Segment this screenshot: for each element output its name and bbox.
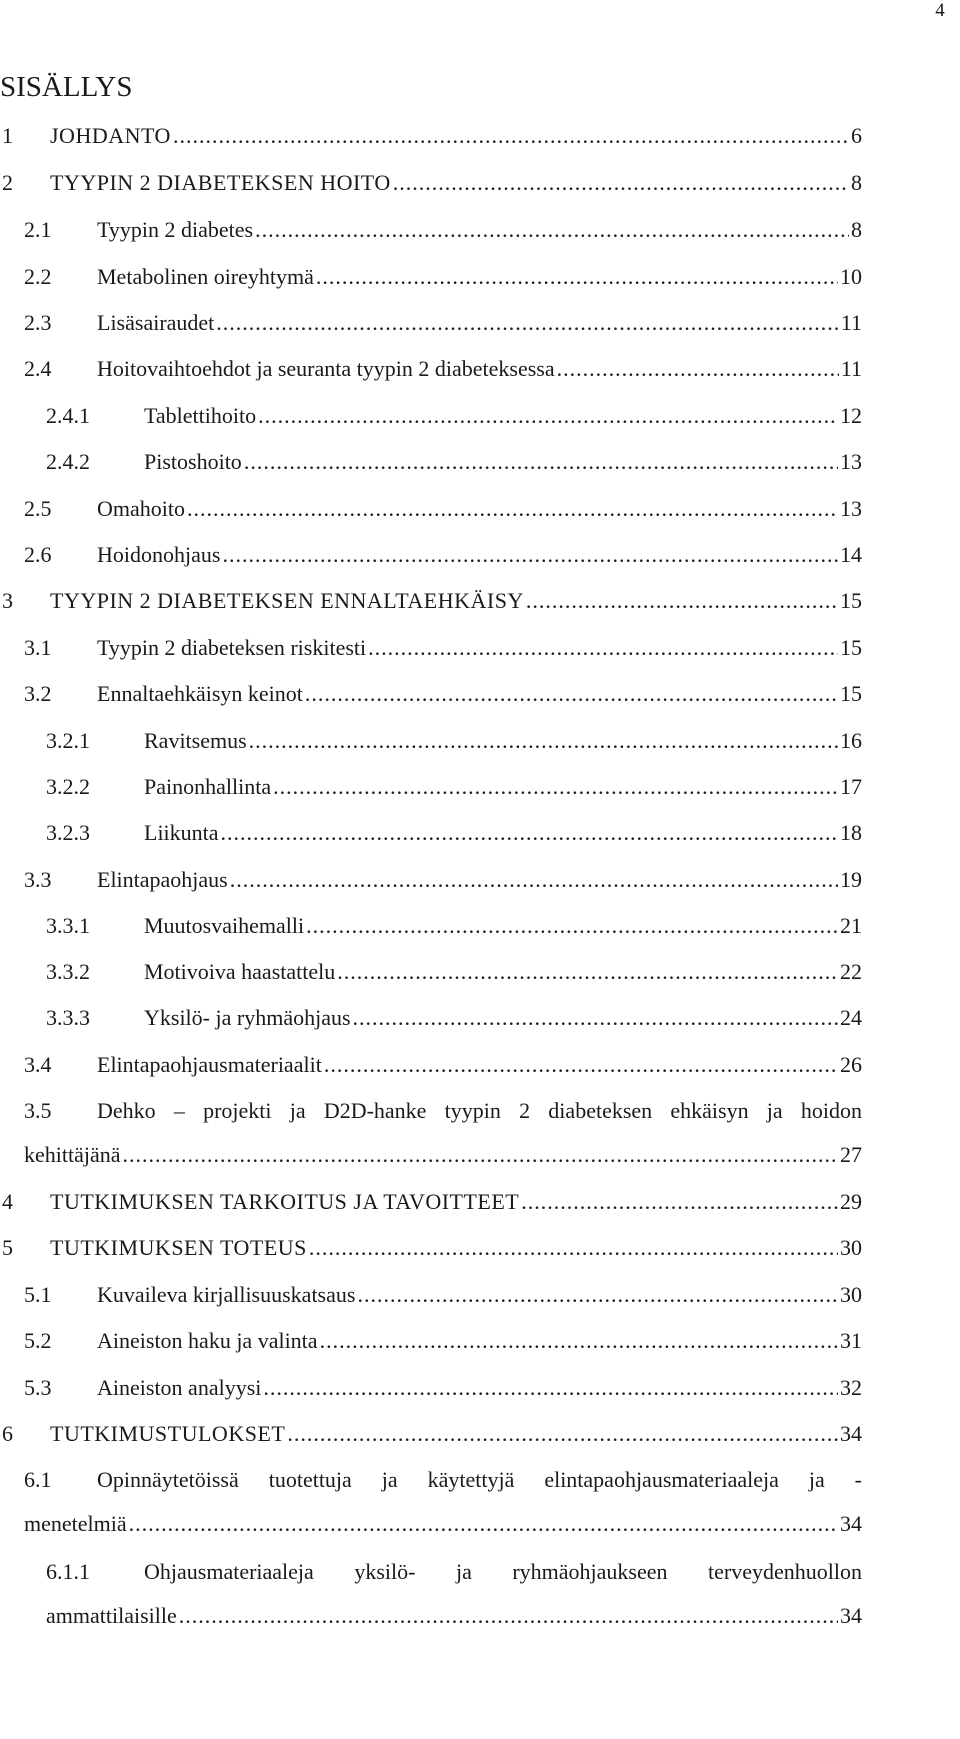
toc-leader-dots [249,725,838,757]
toc-entry-label-line1: Ohjausmateriaaleja yksilö- ja ryhmäohjaukseen terveydenhuollon [144,1559,862,1584]
toc-leader-dots [324,1049,838,1081]
toc-entry-label: Tablettihoito [144,400,258,432]
toc-entry-number: 6 [2,1421,13,1446]
toc-entry-number: 4 [2,1189,13,1214]
toc-leader-dots [273,771,838,803]
toc-entry[interactable] [0,956,862,988]
toc-entry-page: 16 [840,728,862,753]
toc-entry-number: 5 [2,1235,13,1260]
toc-entry-number: 2.6 [24,542,52,567]
toc-entry-page: 27 [840,1142,862,1167]
toc-entry-label: Liikunta [144,817,221,849]
toc-entry-number: 2.4.1 [46,403,90,428]
toc-entry-label: JOHDANTO [50,120,173,152]
toc-leader-dots [255,214,849,246]
toc-entry-page: 34 [840,1421,862,1446]
toc-entry-label: Lisäsairaudet [97,307,216,339]
toc-entry-label: TYYPIN 2 DIABETEKSEN HOITO [50,167,393,199]
toc-entry[interactable] [0,1232,862,1264]
toc-leader-dots [129,1508,838,1540]
toc-entry-label: Aineiston haku ja valinta [97,1325,320,1357]
toc-entry-number: 3.2.2 [46,774,90,799]
toc-entry[interactable] [0,1372,862,1404]
toc-leader-dots [263,1372,838,1404]
toc-leader-dots [521,1186,838,1218]
toc-leader-dots [222,539,838,571]
toc-entry-number: 2 [2,170,13,195]
toc-entry-number: 3 [2,588,13,613]
toc-entry-number: 2.1 [24,217,52,242]
toc-leader-dots [216,307,839,339]
toc-entry-label: Pistoshoito [144,446,244,478]
toc-entry-label: Painonhallinta [144,771,273,803]
toc-entry-label: ammattilaisille [46,1600,179,1632]
toc-entry[interactable] [0,1095,862,1171]
toc-entry-number: 3.2 [24,681,52,706]
toc-entry-page: 22 [840,959,862,984]
toc-entry-label: Tyypin 2 diabetes [97,214,255,246]
toc-entry[interactable] [0,353,862,385]
toc-entry-label: Elintapaohjausmateriaalit [97,1049,324,1081]
toc-leader-dots [221,817,838,849]
toc-entry-number: 3.3.3 [46,1005,90,1030]
toc-entry[interactable] [0,1049,862,1081]
toc-entry[interactable] [0,1002,862,1034]
toc-leader-dots [179,1600,838,1632]
toc-entry-number: 5.1 [24,1282,52,1307]
toc-entry-page: 30 [840,1235,862,1260]
toc-entry-page: 15 [840,635,862,660]
toc-entry-page: 13 [840,496,862,521]
toc-entry[interactable] [0,214,862,246]
toc-leader-dots [258,400,838,432]
toc-leader-dots [320,1325,838,1357]
toc-leader-dots [306,910,838,942]
toc-entry-label: TUTKIMUKSEN TOTEUS [50,1232,309,1264]
toc-entry-number: 3.2.3 [46,820,90,845]
toc-leader-dots [357,1279,838,1311]
toc-entry-label: Ravitsemus [144,725,249,757]
toc-entry-label: Muutosvaihemalli [144,910,306,942]
toc-entry-label: Motivoiva haastattelu [144,956,337,988]
page-number: 4 [935,0,945,21]
toc-leader-dots [393,167,849,199]
toc-entry[interactable] [0,400,862,432]
toc-entry-label: menetelmiä [24,1508,129,1540]
toc-entry[interactable] [0,261,862,293]
toc-entry-page: 15 [840,681,862,706]
toc-entry-number: 2.5 [24,496,52,521]
toc-entry-label: Hoidonohjaus [97,539,222,571]
toc-entry[interactable] [0,1418,862,1450]
toc-leader-dots [309,1232,838,1264]
toc-entry[interactable] [0,1464,862,1540]
toc-entry[interactable] [0,1325,862,1357]
toc-entry-page: 11 [840,356,862,381]
toc-entry-number: 5.3 [24,1375,52,1400]
toc-entry-label: Aineiston analyysi [97,1372,263,1404]
toc-entry-label: Omahoito [97,493,187,525]
toc-entry-label: Elintapaohjaus [97,864,230,896]
toc-entry[interactable] [0,1186,862,1218]
toc-entry[interactable] [0,585,862,617]
toc-entry[interactable] [0,678,862,710]
toc-entry-number: 6.1 [24,1467,52,1492]
toc-entry[interactable] [0,632,862,664]
toc-entry-number: 6.1.1 [46,1559,90,1584]
toc-leader-dots [187,493,838,525]
toc-entry-number: 3.5 [24,1098,52,1123]
toc-entry-label: Metabolinen oireyhtymä [97,261,316,293]
toc-entry-label: TUTKIMUSTULOKSET [50,1418,287,1450]
toc-entry-page: 18 [840,820,862,845]
toc-entry-number: 2.2 [24,264,52,289]
toc-entry-label: TYYPIN 2 DIABETEKSEN ENNALTAEHKÄISY [50,585,526,617]
toc-entry-page: 24 [840,1005,862,1030]
toc-entry-page: 26 [840,1052,862,1077]
toc-entry-page: 12 [840,403,862,428]
toc-entry-label: TUTKIMUKSEN TARKOITUS JA TAVOITTEET [50,1186,521,1218]
toc-entry[interactable] [0,120,862,152]
toc-entry-number: 3.1 [24,635,52,660]
toc-entry[interactable] [0,725,862,757]
toc-entry-page: 21 [840,913,862,938]
toc-entry-page: 13 [840,449,862,474]
toc-entry-number: 2.4 [24,356,52,381]
toc-entry-page: 8 [851,170,862,195]
toc-leader-dots [230,864,838,896]
toc-leader-dots [316,261,838,293]
toc-entry-label: Yksilö- ja ryhmäohjaus [144,1002,353,1034]
toc-entry-page: 34 [840,1511,862,1536]
toc-leader-dots [337,956,838,988]
toc-entry-page: 19 [840,867,862,892]
toc-leader-dots [368,632,838,664]
toc-entry-number: 5.2 [24,1328,52,1353]
toc-entry-number: 3.3 [24,867,52,892]
toc-entry-page: 29 [840,1189,862,1214]
toc-title: SISÄLLYS [0,71,133,103]
toc-entry-page: 14 [840,542,862,567]
toc-entry-page: 6 [851,123,862,148]
toc-entry[interactable] [0,167,862,199]
toc-entry-label: Ennaltaehkäisyn keinot [97,678,305,710]
toc-entry-page: 17 [840,774,862,799]
toc-entry[interactable] [0,771,862,803]
toc-entry-number: 3.4 [24,1052,52,1077]
toc-entry[interactable] [0,539,862,571]
toc-entry-page: 31 [840,1328,862,1353]
toc-leader-dots [305,678,838,710]
toc-entry-label-line1: Opinnäytetöissä tuotettuja ja käytettyjä elintapaohjausmateriaaleja ja - [97,1467,862,1492]
toc-leader-dots [557,353,839,385]
toc-entry[interactable] [0,817,862,849]
toc-entry-page: 11 [840,310,862,335]
toc-entry-number: 3.3.1 [46,913,90,938]
toc-entry[interactable] [0,493,862,525]
toc-entry[interactable] [0,864,862,896]
toc-entry-label: Tyypin 2 diabeteksen riskitesti [97,632,368,664]
toc-leader-dots [123,1139,838,1171]
toc-leader-dots [526,585,838,617]
toc-leader-dots [353,1002,838,1034]
toc-entry-page: 30 [840,1282,862,1307]
toc-leader-dots [287,1418,838,1450]
toc-entry-number: 3.2.1 [46,728,90,753]
toc-entry-label: Kuvaileva kirjallisuuskatsaus [97,1279,357,1311]
toc-entry[interactable] [0,1556,862,1632]
toc-entry[interactable] [0,446,862,478]
toc-entry-number: 2.3 [24,310,52,335]
toc-entry-page: 32 [840,1375,862,1400]
toc-entry-number: 1 [2,123,13,148]
toc-entry-page: 34 [840,1603,862,1628]
toc-leader-dots [244,446,838,478]
toc-entry[interactable] [0,307,862,339]
toc-entry-page: 10 [840,264,862,289]
toc-entry[interactable] [0,1279,862,1311]
toc-entry-label-line1: Dehko – projekti ja D2D-hanke tyypin 2 diabeteksen ehkäisyn ja hoidon [97,1098,862,1123]
toc-entry[interactable] [0,910,862,942]
toc-entry-number: 2.4.2 [46,449,90,474]
toc-entry-label: Hoitovaihtoehdot ja seuranta tyypin 2 diabeteksessa [97,353,557,385]
toc-leader-dots [173,120,849,152]
toc-entry-page: 8 [851,217,862,242]
toc-entry-label: kehittäjänä [24,1139,123,1171]
toc-entry-page: 15 [840,588,862,613]
toc-entry-number: 3.3.2 [46,959,90,984]
